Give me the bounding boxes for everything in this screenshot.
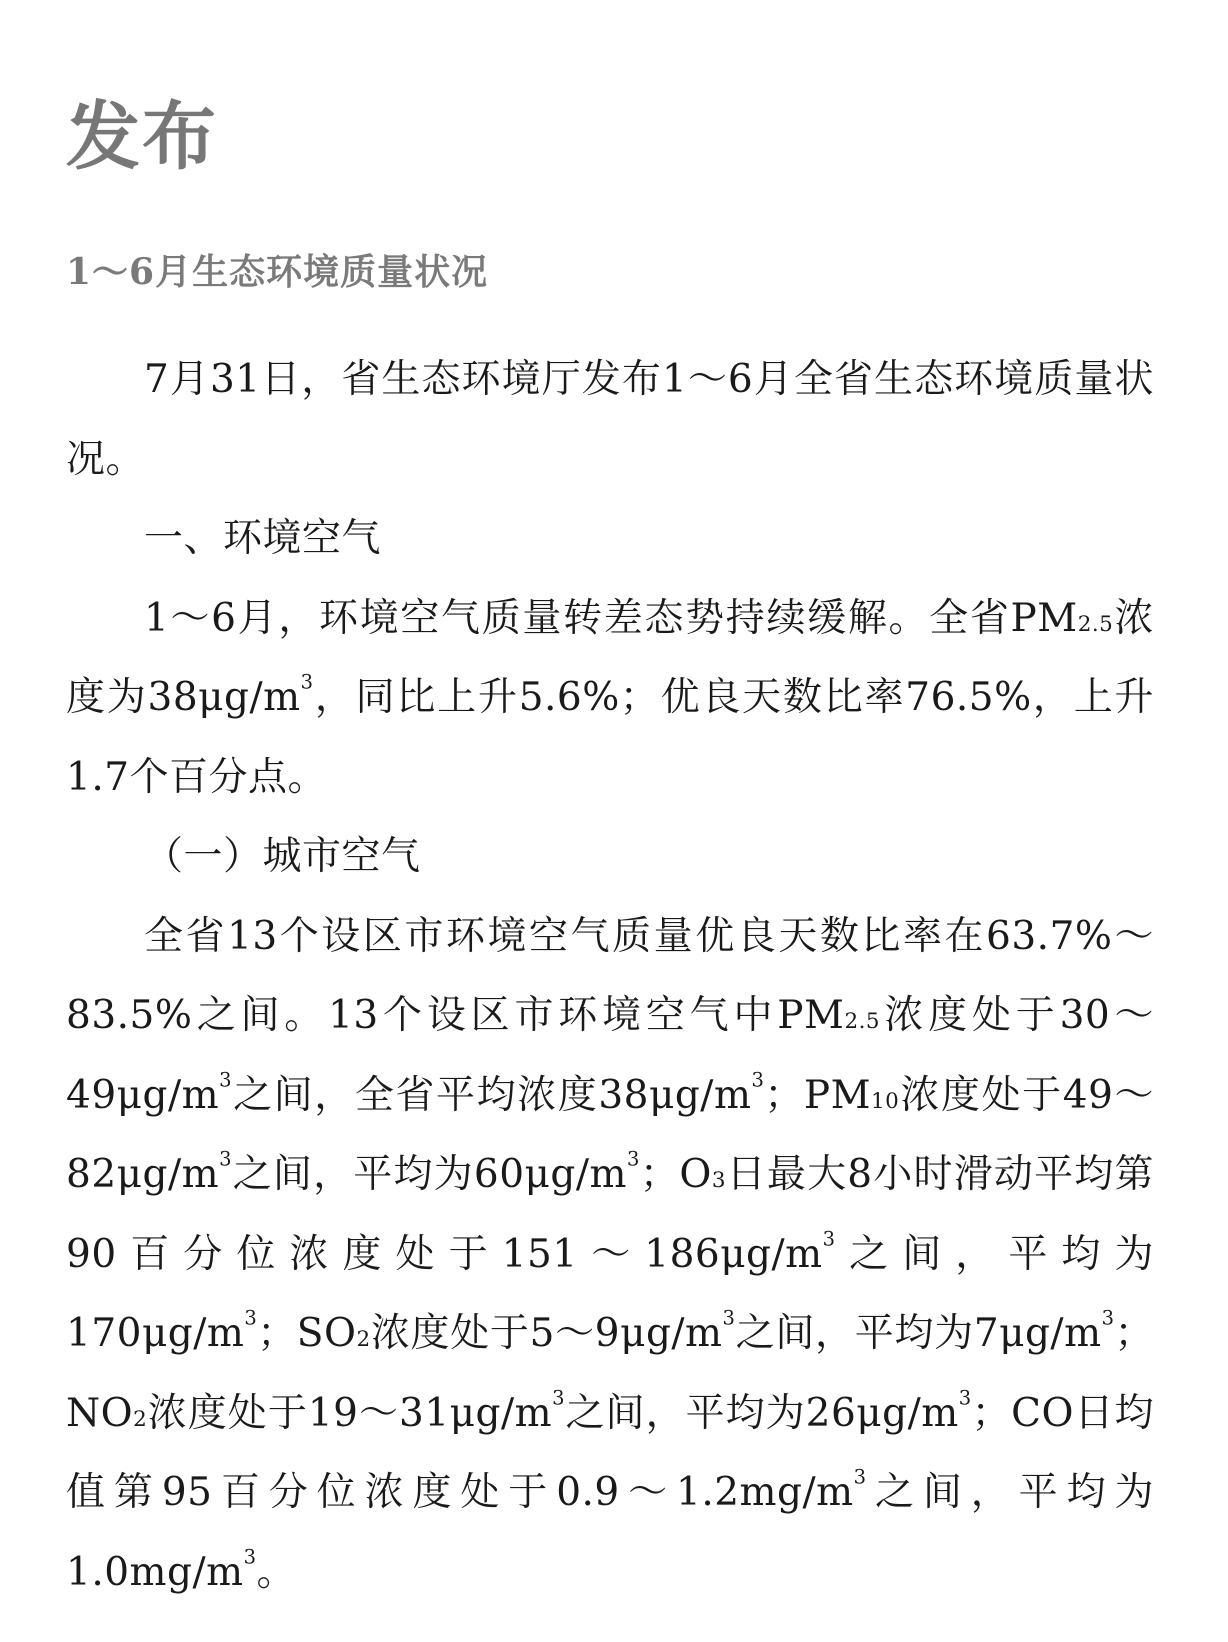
superscript: 3 [626, 1147, 640, 1171]
text-run: 浓度处于30～49μg/m [66, 993, 1154, 1118]
superscript: 3 [822, 1227, 836, 1251]
city-air-paragraph [66, 897, 1154, 1613]
intro-paragraph: 7月31日，省生态环境厅发布1～6月全省生态环境质量状况。 [66, 357, 1154, 482]
article-title: 1～6月生态环境质量状况 [66, 251, 489, 293]
subscript: 2.5 [1077, 611, 1114, 637]
superscript: 3 [243, 1545, 257, 1569]
text-run: 。 [256, 1549, 297, 1595]
text-run: 全省13个设区市环境空气质量优良天数比率在63.7%～83.5%之间。13个设区市环境空气中PM [66, 913, 1154, 1038]
text-run: ；O [639, 1152, 712, 1197]
superscript: 3 [219, 1147, 232, 1171]
text-run: 日最大8小时滑动平均第90百分位浓度处于151～186μg/m [66, 1152, 1154, 1277]
text-run: 浓度处于49～82μg/m [66, 1072, 1154, 1197]
superscript: 3 [244, 1306, 258, 1330]
text-run: ；PM [764, 1072, 872, 1118]
text-run: 浓度为38μg/m [66, 595, 1154, 720]
text-run: ；CO日均值第95百分位浓度处于0.9～1.2mg/m [66, 1390, 1154, 1515]
superscript: 3 [552, 1386, 566, 1410]
air-heading: 一、环境空气 [144, 516, 382, 561]
text-run: 浓度处于19～31μg/m [147, 1390, 553, 1436]
subscript: 2.5 [844, 1009, 881, 1034]
section-title: 发布 [66, 94, 218, 180]
text-run: 之间，平均为170μg/m [66, 1231, 1154, 1356]
text-run: 1～6月，环境空气质量转差态势持续缓解。全省PM [144, 595, 1078, 641]
superscript: 3 [722, 1306, 736, 1330]
text-run: 之间，全省平均浓度38μg/m [231, 1072, 752, 1118]
text-run: ，同比上升5.6%；优良天数比率76.5%，上升1.7个百分点。 [66, 675, 1154, 800]
air-paragraph [66, 579, 1154, 818]
subscript: 10 [871, 1088, 900, 1114]
text-run: 之间，平均为26μg/m [565, 1390, 959, 1436]
article-body [66, 340, 1154, 1612]
text-run: ；SO [257, 1311, 357, 1356]
subscript: 3 [711, 1168, 726, 1193]
superscript: 3 [853, 1465, 867, 1489]
text-run: ；NO [66, 1311, 1154, 1436]
superscript: 3 [1101, 1306, 1115, 1330]
superscript: 3 [958, 1386, 972, 1410]
subscript: 2 [133, 1406, 148, 1432]
text-run: 浓度处于5～9μg/m [370, 1311, 723, 1356]
superscript: 3 [219, 1068, 232, 1092]
subscript: 2 [356, 1327, 371, 1352]
text-run: 之间，平均为1.0mg/m [66, 1470, 1154, 1595]
text-run: 之间，平均为60μg/m [231, 1152, 627, 1197]
superscript: 3 [751, 1068, 765, 1092]
text-run: 之间，平均为7μg/m [735, 1311, 1102, 1356]
superscript: 3 [300, 670, 314, 694]
city-air-heading: （一）城市空气 [144, 834, 421, 879]
